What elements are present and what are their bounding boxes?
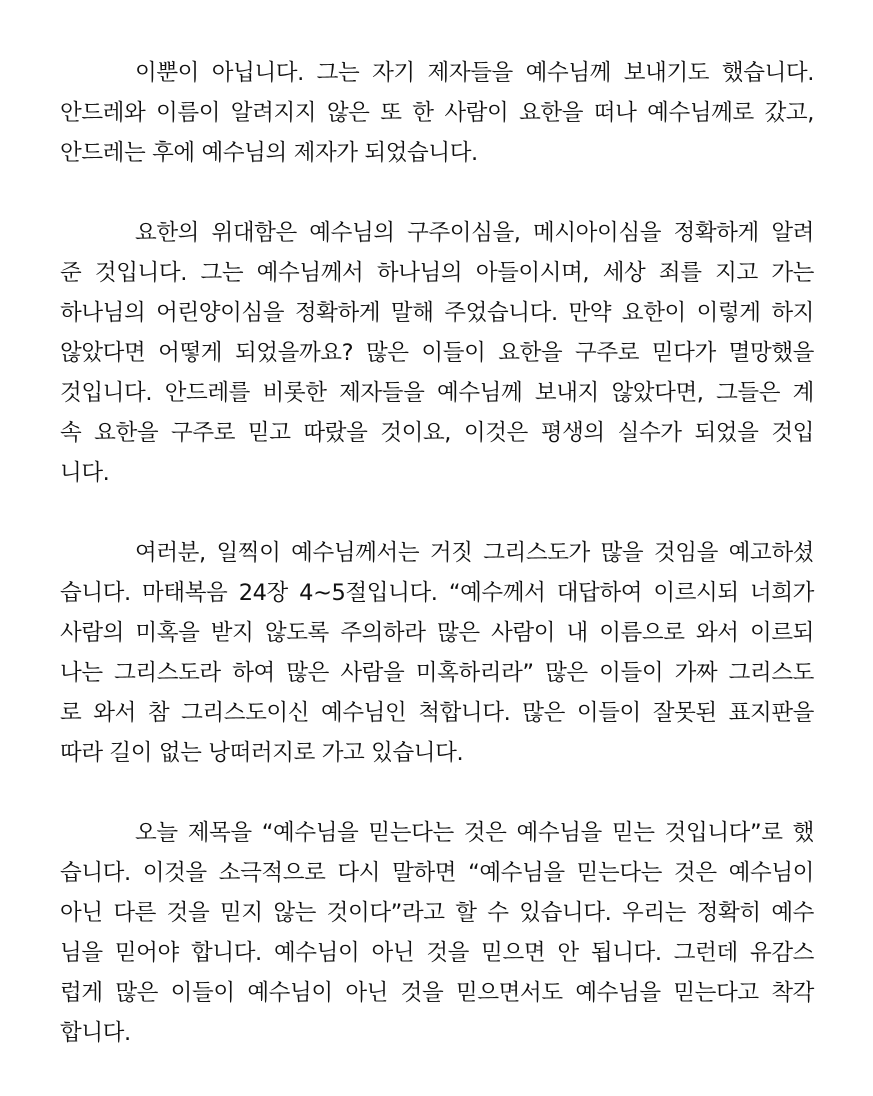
paragraph-3-line-2: 습니다. 마태복음 24장 4~5절입니다. “예수께서 대답하여 이르시되 너희가 xyxy=(60,580,814,606)
paragraph-3-line-5: 로 와서 참 그리스도이신 예수님인 척합니다. 많은 이들이 잘못된 표지판을 xyxy=(60,700,814,726)
paragraph-3-line-1: 여러분, 일찍이 예수님께서는 거짓 그리스도가 많을 것임을 예고하셨 xyxy=(135,540,814,566)
paragraph-1-line-2: 안드레와 이름이 알려지지 않은 또 한 사람이 요한을 떠나 예수님께로 갔고, xyxy=(60,100,814,126)
paragraph-3-line-4: 나는 그리스도라 하여 많은 사람을 미혹하리라” 많은 이들이 가짜 그리스도 xyxy=(60,660,814,686)
paragraph-2-line-4: 않았다면 어떻게 되었을까요? 많은 이들이 요한을 구주로 믿다가 멸망했을 xyxy=(60,340,814,366)
paragraph-3-line-3: 사람의 미혹을 받지 않도록 주의하라 많은 사람이 내 이름으로 와서 이르되 xyxy=(60,620,814,646)
paragraph-4-line-6: 합니다. xyxy=(60,1020,131,1046)
paragraph-4-line-3: 아닌 다른 것을 믿지 않는 것이다”라고 할 수 있습니다. 우리는 정확히 예수 xyxy=(60,900,814,926)
paragraph-3-line-6: 따라 길이 없는 낭떠러지로 가고 있습니다. xyxy=(60,740,464,766)
paragraph-4-line-5: 럽게 많은 이들이 예수님이 아닌 것을 믿으면서도 예수님을 믿는다고 착각 xyxy=(60,980,814,1006)
paragraph-2-line-6: 속 요한을 구주로 믿고 따랐을 것이요, 이것은 평생의 실수가 되었을 것입 xyxy=(60,420,814,446)
paragraph-1-line-1: 이뿐이 아닙니다. 그는 자기 제자들을 예수님께 보내기도 했습니다. xyxy=(135,60,814,86)
paragraph-2-line-1: 요한의 위대함은 예수님의 구주이심을, 메시아이심을 정확하게 알려 xyxy=(135,220,814,246)
paragraph-2-line-2: 준 것입니다. 그는 예수님께서 하나님의 아들이시며, 세상 죄를 지고 가는 xyxy=(60,260,814,286)
paragraph-2-line-3: 하나님의 어린양이심을 정확하게 말해 주었습니다. 만약 요한이 이렇게 하지 xyxy=(60,300,814,326)
paragraph-2-line-7: 니다. xyxy=(60,460,110,486)
paragraph-4-line-4: 님을 믿어야 합니다. 예수님이 아닌 것을 믿으면 안 됩니다. 그런데 유감스 xyxy=(60,940,814,966)
paragraph-2-line-5: 것입니다. 안드레를 비롯한 제자들을 예수님께 보내지 않았다면, 그들은 계 xyxy=(60,380,814,406)
paragraph-4-line-1: 오늘 제목을 “예수님을 믿는다는 것은 예수님을 믿는 것입니다”로 했 xyxy=(135,820,814,846)
paragraph-1-line-3: 안드레는 후에 예수님의 제자가 되었습니다. xyxy=(60,140,478,166)
paragraph-4-line-2: 습니다. 이것을 소극적으로 다시 말하면 “예수님을 믿는다는 것은 예수님이 xyxy=(60,860,814,886)
